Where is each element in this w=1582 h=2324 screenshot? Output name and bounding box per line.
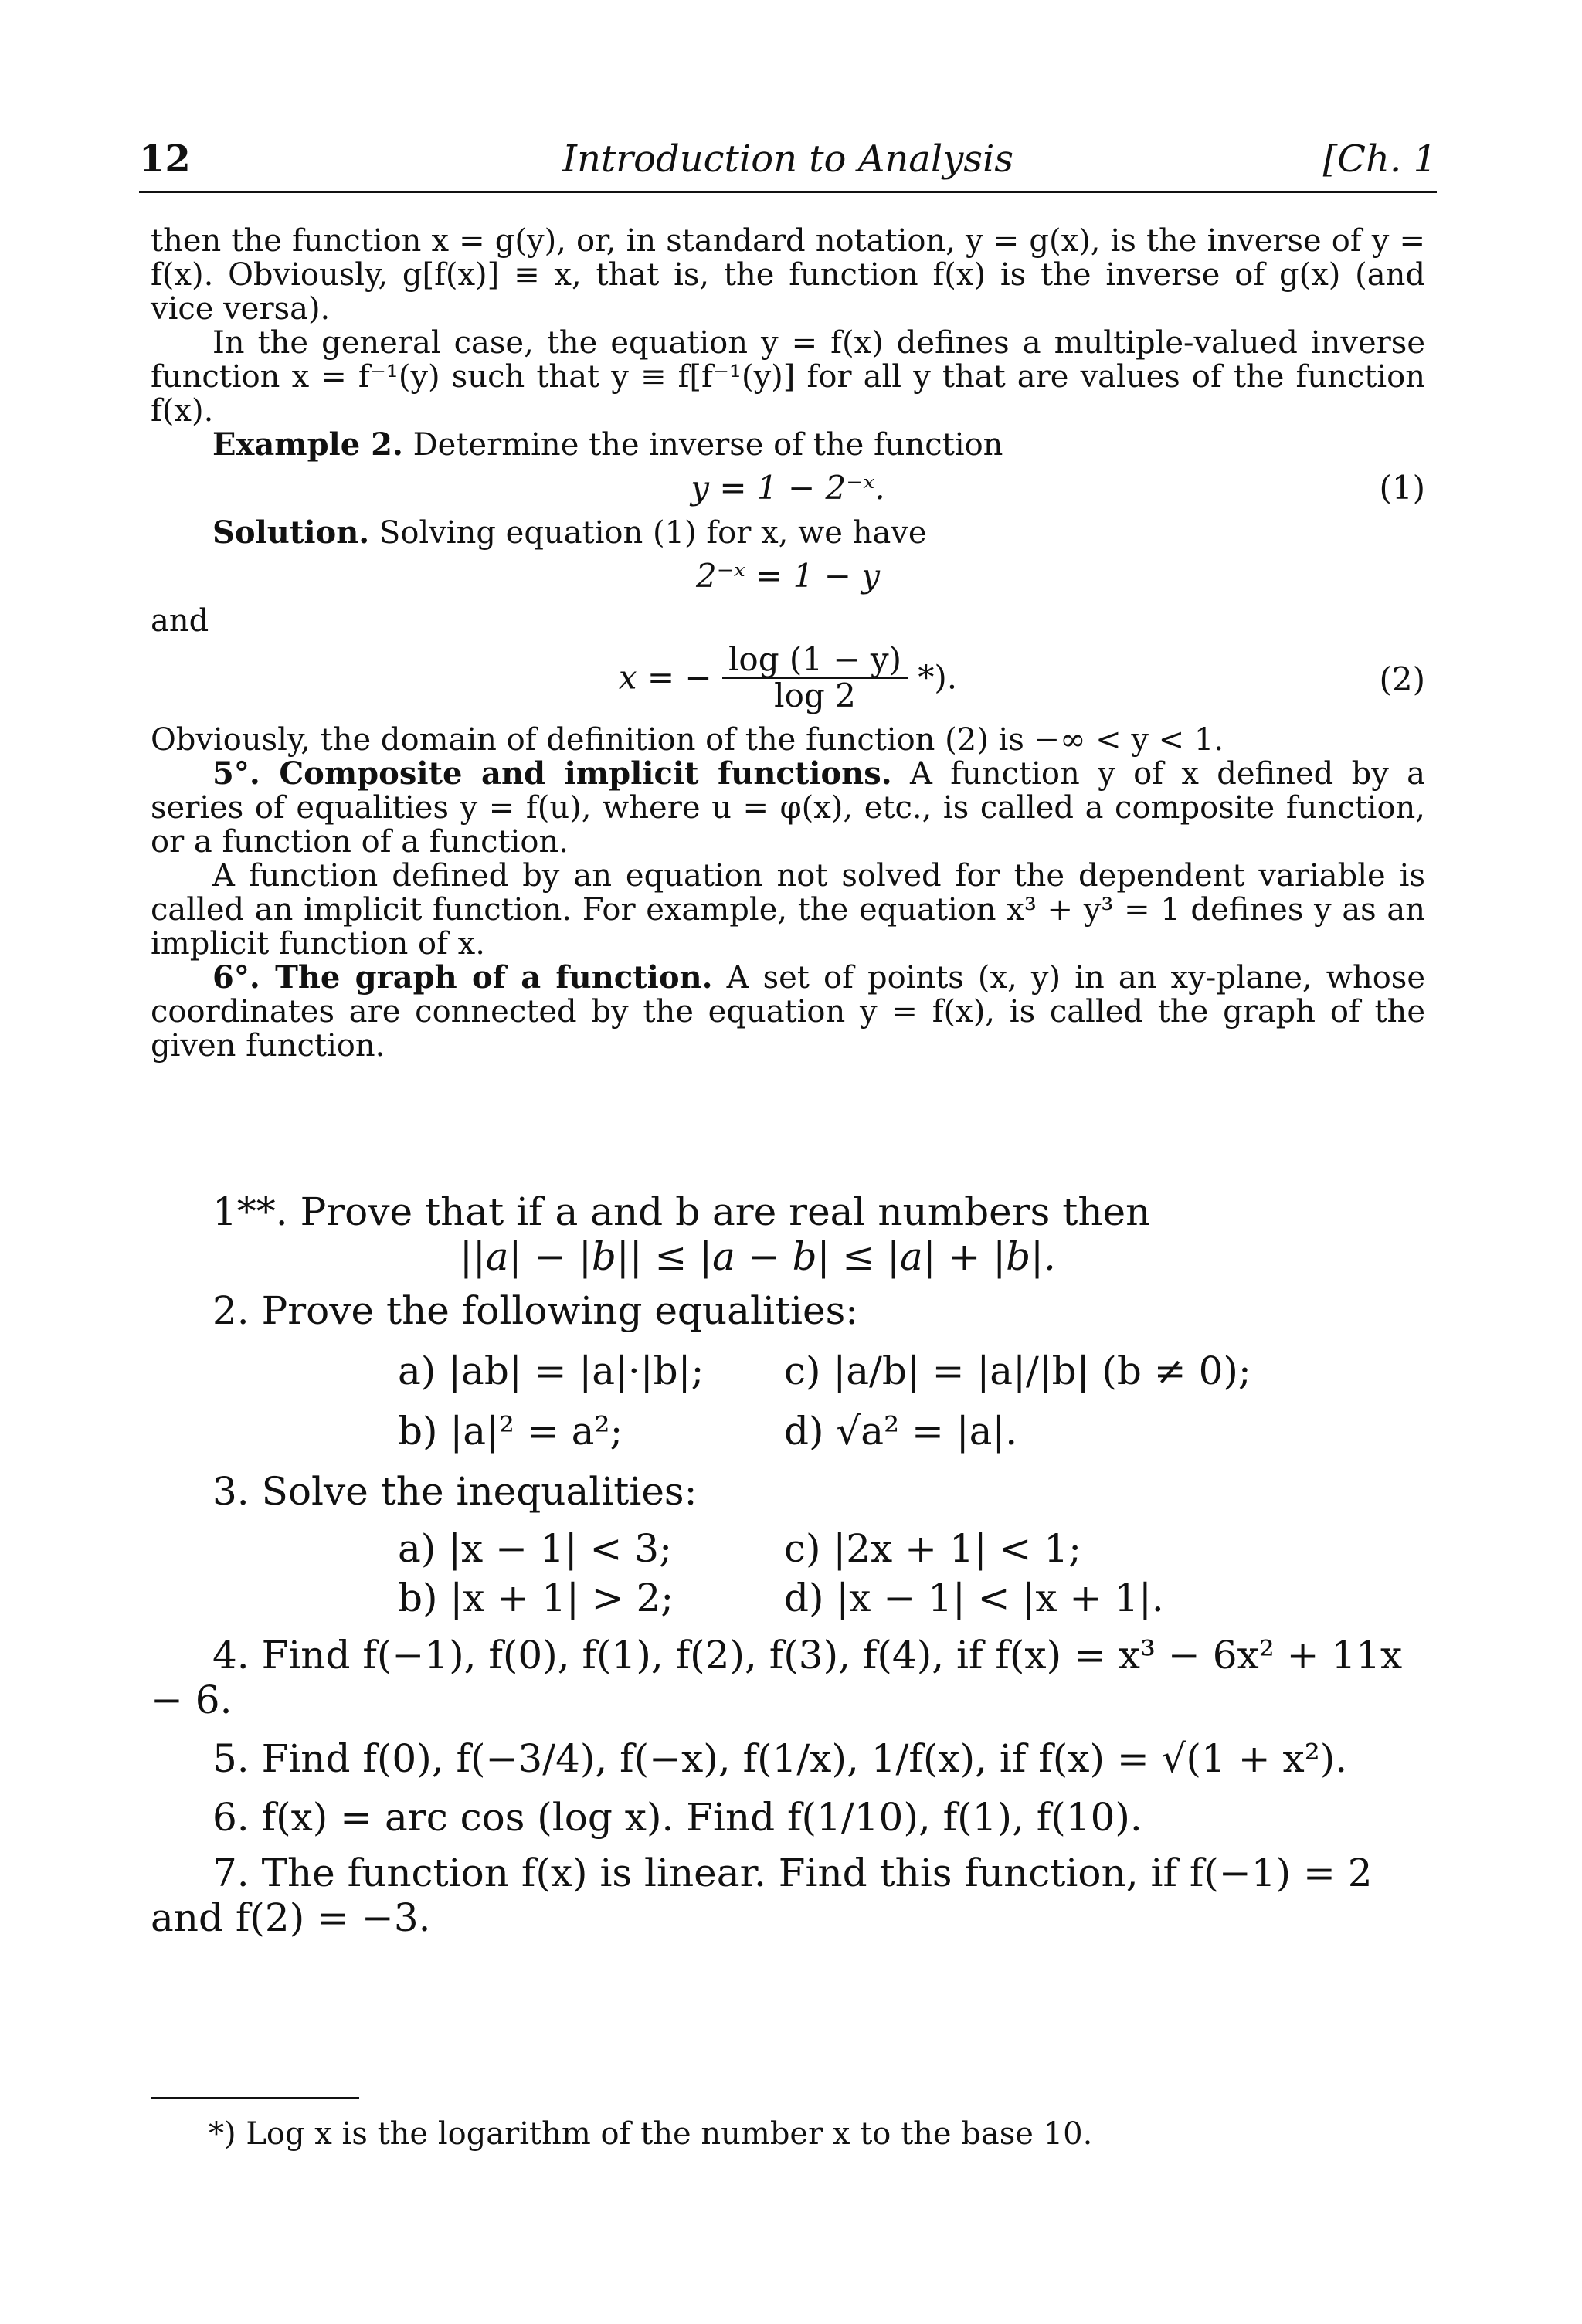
equation-1 (151, 462, 1425, 516)
problem-5: 5. Find f(0), f(−3/4), f(−x), f(1/x), 1/f(x), if f(x) = √(1 + x²). (212, 1736, 1348, 1781)
footnote: *) Log x is the logarithm of the number x to the base 10. (209, 2116, 1093, 2152)
equation-2-number: (2) (1379, 660, 1425, 698)
section-6 (151, 961, 1425, 1063)
problem-4: 4. Find f(−1), f(0), f(1), f(2), f(3), f(4), if f(x) = x³ − 6x² + 11x − 6. (151, 1633, 1403, 1722)
domain-statement: Obviously, the domain of definition of the function (2) is −∞ < y < 1. (151, 722, 1224, 758)
equation-mid (151, 550, 1425, 604)
section-5-heading: 5°. Composite and implicit functions. (212, 755, 892, 792)
problem-7: 7. The function f(x) is linear. Find this function, if f(−1) = 2 and f(2) = −3. (151, 1851, 1373, 1940)
problem-2d: d) √a² = |a|. (784, 1409, 1018, 1454)
problem-list (151, 1189, 1425, 1940)
problem-2-row-2 (151, 1409, 1425, 1458)
footnote-rule (151, 2097, 359, 2099)
problem-2a: a) |ab| = |a|·|b|; (398, 1349, 704, 1393)
header-rule (139, 191, 1437, 193)
implicit-function-paragraph: A function defined by an equation not solved for the dependent variable is called an implicit function. For example, the equation x³ + y³ = 1 defines y as an implicit function of x. (151, 858, 1425, 962)
equation-mid-body: 2⁻ˣ = 1 − y (695, 557, 881, 595)
problem-2: 2. Prove the following equalities: (212, 1288, 859, 1333)
section-6-text: A set of points (x, y) in an xy-plane, whose coordinates are connected by the equation y = f(x), is called the graph of the given function. (151, 960, 1426, 1064)
problem-2-row-1 (151, 1349, 1425, 1398)
equation-2 (151, 638, 1425, 723)
equation-1-body: y = 1 − 2⁻ˣ. (691, 469, 885, 507)
problem-2b: b) |a|² = a²; (398, 1409, 623, 1454)
section-5-text: A function y of x defined by a series of equalities y = f(u), where u = φ(x), etc., is called a composite function, or a function of a function. (151, 756, 1426, 860)
solution (151, 516, 1425, 550)
equation-2-numerator: log (1 − y) (722, 643, 908, 679)
paragraph-inverse: then the function x = g(y), or, in standard notation, y = g(x), is the inverse of y = f(x). Obviously, g[f(x)] ≡ x, that is, the function f(x) is the inverse of g(x) (and vice versa). (151, 223, 1425, 327)
equation-2-footnote-mark: *). (918, 658, 958, 697)
example-text: Determine the inverse of the function (412, 427, 1003, 463)
page-number: 12 (139, 137, 191, 181)
paragraph-general-case: In the general case, the equation y = f(x) defines a multiple-valued inverse function x = f⁻¹(y) such that y ≡ f[f⁻¹(y)] for all y that are values of the function f(x). (151, 325, 1425, 429)
problem-3d: d) |x − 1| < |x + 1|. (784, 1576, 1164, 1620)
problem-1-inequality (151, 1234, 1425, 1284)
equation-2-denominator: log 2 (774, 677, 856, 714)
problem-2c: c) |a/b| = |a|/|b| (b ≠ 0); (784, 1349, 1251, 1393)
example-label: Example 2. (212, 426, 403, 463)
problem-3b: b) |x + 1| > 2; (398, 1576, 674, 1620)
page-header (139, 137, 1437, 184)
and-word: and (151, 603, 209, 639)
problem-3: 3. Solve the inequalities: (212, 1469, 698, 1514)
problem-3c: c) |2x + 1| < 1; (784, 1526, 1081, 1571)
problem-3-row-2 (151, 1576, 1425, 1625)
equation-2-fraction (722, 640, 908, 714)
section-6-heading: 6°. The graph of a function. (212, 959, 713, 996)
main-text (151, 224, 1425, 1063)
problem-1: 1**. Prove that if a and b are real numbers then (212, 1189, 1151, 1234)
equation-1-number: (1) (1379, 469, 1425, 507)
equation-2-lhs: x = − (618, 658, 712, 697)
problem-6: 6. f(x) = arc cos (log x). Find f(1/10), f(1), f(10). (212, 1795, 1142, 1840)
problem-1-formula: ||a| − |b|| ≤ |a − b| ≤ |a| + |b|. (460, 1234, 1056, 1279)
problem-3-row-1 (151, 1526, 1425, 1576)
solution-text: Solving equation (1) for x, we have (379, 515, 927, 551)
problem-3a: a) |x − 1| < 3; (398, 1526, 672, 1571)
section-5 (151, 757, 1425, 859)
example-2 (151, 428, 1425, 462)
running-title: Introduction to Analysis (562, 137, 1013, 181)
solution-label: Solution. (212, 514, 370, 551)
chapter-label: [Ch. 1 (1322, 137, 1437, 181)
